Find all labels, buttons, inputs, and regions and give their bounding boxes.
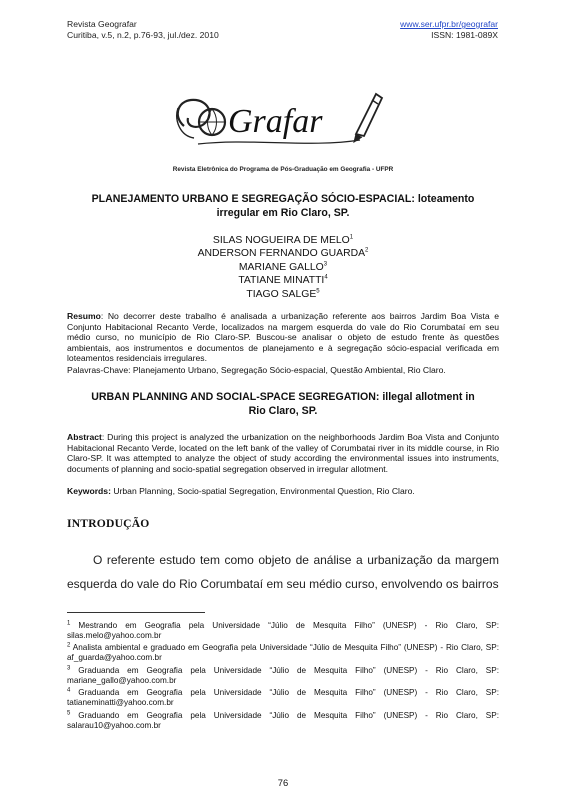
article-title-pt: [70, 192, 496, 220]
footnote-text: Graduanda em Geografia pela Universidade “Júlio de Mesquita Filho” (UNESP) - Rio Claro, SP: mariane_gallo@yahoo.com.br: [67, 666, 499, 686]
footnote-text: Mestrando em Geografia pela Universidade “Júlio de Mesquita Filho” (UNESP) - Rio Claro, SP: silas.melo@yahoo.com.br: [67, 621, 499, 641]
issn: ISSN: 1981-089X: [431, 30, 498, 40]
footnote-mark: 3: [323, 261, 328, 268]
footnote: [67, 621, 499, 642]
page-number: 76: [277, 777, 289, 788]
footnote-mark: 4: [67, 687, 71, 694]
journal-name: Revista Geografar: [67, 19, 137, 29]
abstract-text: : During this project is analyzed the urbanization on the neighborhoods Jardim Boa Vista and Conjunto Habitacional Recanto Verde, located on the left bank of the valley of Corumbatai river in its middle course, in Rio Claro-SP. It was attempted to analyze the object of study according the environmental issues into instruments, documents of planning and socio-spatial segregation observed in irregular allotment.: [67, 432, 499, 474]
author: [70, 288, 496, 301]
issue-citation: Curitiba, v.5, n.2, p.76-93, jul./dez. 2010: [67, 30, 219, 40]
title-pt-line-2: irregular em Rio Claro, SP.: [216, 207, 350, 219]
footnote-mark: 1: [67, 620, 71, 627]
resumo-label: Resumo: [67, 311, 101, 321]
abstract-paragraph: [67, 432, 499, 474]
title-en-line-1: URBAN PLANNING AND SOCIAL-SPACE SEGREGATION: illegal allotment in: [91, 391, 475, 403]
palavras-chave: Palavras-Chave: Planejamento Urbano, Segregação Sócio-espacial, Questão Ambiental, Rio Claro.: [67, 365, 446, 375]
footnote-mark: 1: [349, 234, 354, 241]
footnote-text: Graduando em Geografia pela Universidade “Júlio de Mesquita Filho” (UNESP) - Rio Claro, SP: salarau10@yahoo.com.br: [67, 711, 499, 731]
footnote: [67, 643, 499, 664]
footnote-mark: 4: [324, 274, 328, 281]
footnote-text: Graduanda em Geografia pela Universidade “Júlio de Mesquita Filho” (UNESP) - Rio Claro, SP: tatianeminatti@yahoo.com.br: [67, 688, 499, 708]
footnote: [67, 711, 499, 732]
running-header-right: [386, 19, 498, 41]
author-name: TIAGO SALGE: [246, 288, 317, 300]
keywords-text: Urban Planning, Socio-spatial Segregation, Environmental Question, Rio Claro.: [110, 486, 415, 496]
author-name: ANDERSON FERNANDO GUARDA: [197, 248, 366, 260]
author: [70, 247, 496, 260]
intro-paragraph: [67, 548, 499, 596]
footnote-mark: 5: [316, 288, 320, 295]
footnote: [67, 666, 499, 687]
title-en-line-2: Rio Claro, SP.: [248, 405, 318, 417]
geografar-logo: [170, 86, 400, 156]
article-title-en: [70, 390, 496, 418]
resumo-text: : No decorrer deste trabalho é analisada a urbanização referente aos bairros Jardim Boa Vista e Conjunto Habitacional Recanto Verde, localizados na margem esquerda do vale do Rio Corumbataí em seu médio curso, no município de Rio Claro-SP. Buscou-se analisar o objeto de estudo frente às questões ambientais, aos instrumentos e documentos de planejamento e à segregação sócio-espacial verificada em loteamentos residenciais irregulares.: [67, 311, 499, 364]
title-pt-line-1: PLANEJAMENTO URBANO E SEGREGAÇÃO SÓCIO-ESPACIAL: loteamento: [91, 193, 475, 205]
logo-graphic: [170, 86, 400, 156]
footnote-mark: 2: [365, 247, 369, 254]
logo-wordmark: Grafar: [228, 103, 323, 140]
masthead-subtitle: Revista Eletrônica do Programa de Pós-Graduação em Geografia - UFPR: [172, 166, 394, 173]
section-heading-introducao: INTRODUÇÃO: [67, 517, 150, 530]
author-name: MARIANE GALLO: [238, 261, 324, 273]
footnote-divider: [67, 612, 205, 613]
author: [70, 274, 496, 287]
keywords: [67, 486, 499, 497]
author-name: TATIANE MINATTI: [238, 275, 325, 287]
footnote-mark: 2: [67, 642, 71, 649]
resumo-paragraph: [67, 311, 499, 364]
author: [70, 234, 496, 247]
footnote: [67, 688, 499, 709]
footnote-mark: 3: [67, 665, 71, 672]
footnote-mark: 5: [67, 710, 71, 717]
intro-text: O referente estudo tem como objeto de análise a urbanização da margem esquerda do vale do Rio Corumbataí em seu médio curso, envolvendo os bairros: [67, 553, 499, 591]
footnote-text: Analista ambiental e graduado em Geografia pela Universidade “Júlio de Mesquita Filho” (UNESP) - Rio Claro, SP: af_guarda@yahoo.com.br: [67, 643, 499, 663]
author-list: [70, 234, 496, 301]
abstract-label: Abstract: [67, 432, 102, 442]
journal-url-link[interactable]: www.ser.ufpr.br/geografar: [400, 19, 498, 29]
running-header-left: [67, 19, 219, 41]
author: [70, 261, 496, 274]
author-name: SILAS NOGUEIRA DE MELO: [212, 235, 350, 246]
keywords-label: Keywords:: [67, 486, 111, 496]
